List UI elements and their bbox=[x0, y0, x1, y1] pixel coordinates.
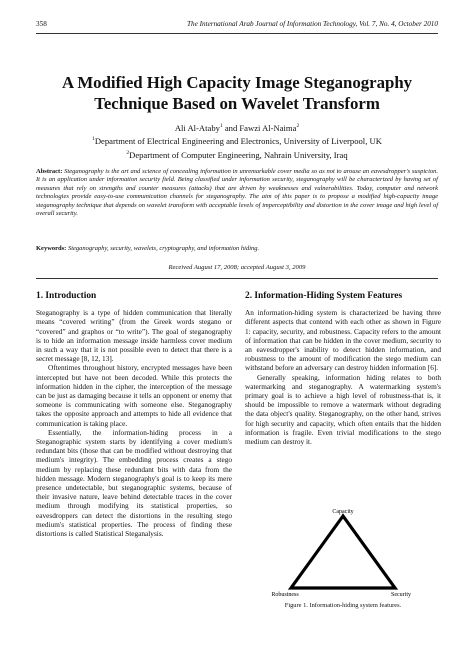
page-number: 358 bbox=[36, 20, 47, 28]
abstract bbox=[36, 168, 438, 218]
section-rule bbox=[36, 278, 438, 279]
right-column bbox=[245, 292, 441, 446]
triangle-shape bbox=[291, 516, 395, 588]
running-header bbox=[36, 20, 438, 32]
section-1-heading: 1. Introduction bbox=[36, 291, 97, 301]
abstract-text: Steganography is the art and science of concealing information in unremarkable cover media so as not to arouse an eavesdropper's suspicion. It is an application under information security field. Being classified under information security, steganography will be characterized by having set of measures that rely on strengths and counter measures (attacks) that are driven by weaknesses and vulnerabilities. Today, computer and network technologies provide easy-to-use communication channels for steganography. The aim of this paper is to propose a modified high-capacity image steganography technique that depends on wavelet transform with acceptable levels of imperceptibility and distortion in the cover image and high level of overall security. bbox=[36, 168, 439, 218]
section-2-paragraph-2: Generally speaking, information hiding relates to both watermarking and steganography. A watermarking system's primary goal is to achieve a high level of robustness-that is, it should be impossible to remove a watermark without degrading the data object's quality. Steganography, on the other hand, strives for high security and capacity, which often entails that the hidden information is fragile. Even trivial modifications to the stego medium can destroy it. bbox=[245, 372, 441, 447]
paper-title bbox=[30, 72, 444, 114]
author-block bbox=[30, 121, 444, 161]
left-column bbox=[36, 292, 232, 538]
section-1-paragraph-1: Steganography is a type of hidden communication that literally means “covered writing” (from the Greek words stegano or “covered” and graphos or “to write”). The goal of steganography is to hide an information message inside harmless cover medium in such a way that it is not possible even to detect that there is a secret message [8, 12, 13]. bbox=[36, 308, 232, 364]
author-names: Ali Al-Ataby$^1$ and Fawzi Al-Naima$^2$ bbox=[174, 122, 300, 133]
keywords bbox=[36, 245, 438, 253]
label-security: Security bbox=[391, 592, 411, 598]
label-robustness: Robustness bbox=[271, 592, 299, 598]
title-line-2: Technique Based on Wavelet Transform bbox=[94, 94, 380, 113]
label-capacity: Capacity bbox=[332, 509, 354, 515]
features-triangle-diagram bbox=[245, 506, 441, 602]
keywords-label: Keywords: bbox=[36, 245, 68, 252]
journal-name: The International Arab Journal of Information Technology, Vol. 7, No. 4, October 2010 bbox=[187, 20, 438, 28]
header-rule bbox=[36, 33, 438, 34]
title-line-1: A Modified High Capacity Image Steganography bbox=[61, 73, 413, 92]
section-2-paragraph-1: An information-hiding system is characterized be having three different aspects that contend with each other as shown in Figure 1: capacity, security, and robustness. Capacity refers to the amount of information that can be hidden in the cover medium, security to an eavesdropper's inability to detect hidden information, and robustness to the amount of modification the stego medium can withstand before an adversary can destroy hidden information [6]. bbox=[245, 308, 441, 373]
section-1-paragraph-3: Essentially, the information-hiding process in a Steganographic system starts by identifying a cover medium's redundant bits (those that can be modified without destroying that medium's integrity). The embedding process creates a stego medium by replacing these redundant bits with data from the hidden message. Modern steganography's goal is to keep its mere presence undetectable, but steganographic systems, because of their invasive nature, leave behind detectable traces in the cover medium through modifying its statistical properties, so eavesdroppers can detect the distortions in the resulting stego medium's statistical properties. The process of finding these distortions is called Statistical Steganalysis. bbox=[36, 427, 232, 539]
section-1-paragraph-2: Oftentimes throughout history, encrypted messages have been intercepted but have not been decoded. While this protects the information hidden in the cipher, the interception of the message can be just as damaging because it tells an opponent or enemy that someone is communicating with someone else. Steganography takes the opposite approach and attempts to hide all evidence that communication is taking place. bbox=[36, 363, 232, 428]
figure-1-caption: Figure 1. Information-hiding system features. bbox=[284, 602, 402, 609]
affiliation-1: $^1$Department of Electrical Engineering and Electronics, University of Liverpool, UK bbox=[92, 136, 382, 147]
received-dates: Received August 17, 2008; accepted August 3, 2009 bbox=[168, 264, 306, 271]
abstract-label: Abstract: bbox=[36, 168, 65, 175]
section-2-heading: 2. Information-Hiding System Features bbox=[245, 291, 403, 301]
keywords-text: Steganography, security, wavelets, cryptography, and information hiding. bbox=[67, 245, 260, 252]
affiliation-2: $^2$Department of Computer Engineering, Nahrain University, Iraq bbox=[126, 149, 348, 160]
